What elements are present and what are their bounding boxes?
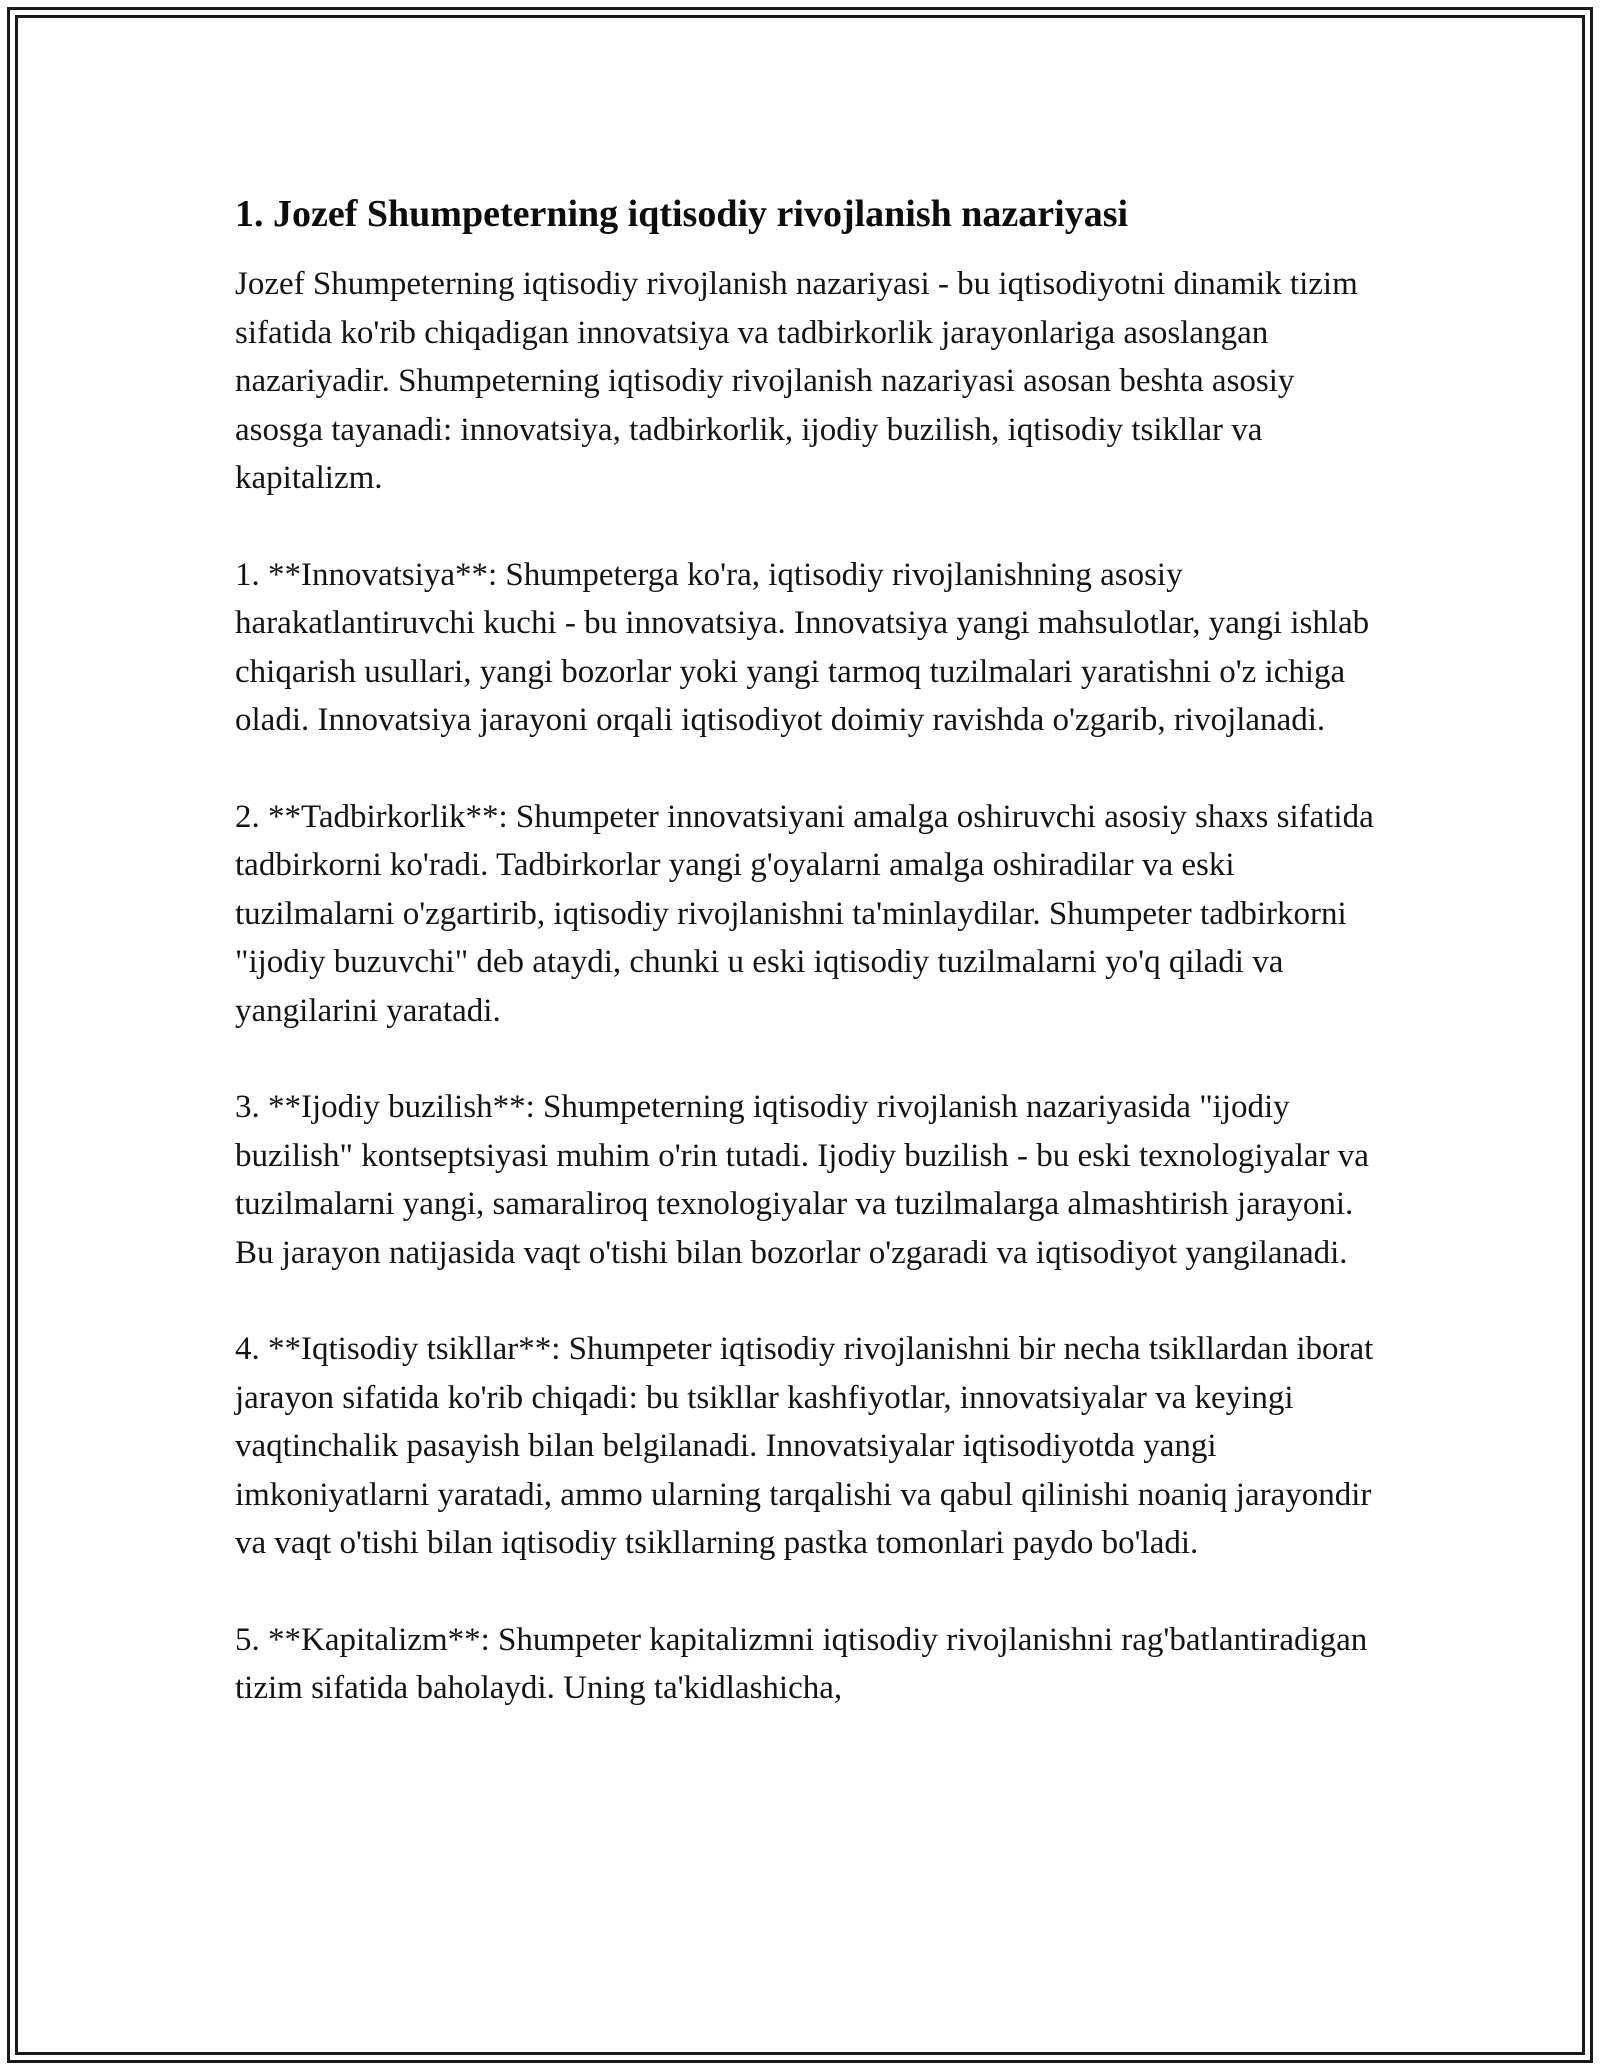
intro-paragraph: Jozef Shumpeterning iqtisodiy rivojlanish nazariyasi - bu iqtisodiyotni dinamik tizim sifatida ko'rib chiqadigan innovatsiya va tadbirkorlik jarayonlariga asoslangan nazariyadir. Shumpeterning iqtisodiy rivojlanish nazariyasi asosan beshta asosiy asosga tayanadi: innovatsiya, tadbirkorlik, ijodiy buzilish, iqtisodiy tsikllar va kapitalizm. xyxy=(235,266,1358,496)
document-body xyxy=(235,190,1375,1761)
paragraph-iqtisodiy-tsikllar: 4. **Iqtisodiy tsikllar**: Shumpeter iqtisodiy rivojlanishni bir necha tsikllardan iborat jarayon sifatida ko'rib chiqadi: bu tsikllar kashfiyotlar, innovatsiyalar va keyingi vaqtinchalik pasayish bilan belgilanadi. Innovatsiyalar iqtisodiyotda yangi imkoniyatlarni yaratadi, ammo ularning tarqalishi va qabul qilinishi noaniq jarayondir va vaqt o'tishi bilan iqtisodiy tsikllarning pastka tomonlari paydo bo'ladi. xyxy=(235,1331,1374,1561)
paragraph-kapitalizm: 5. **Kapitalizm**: Shumpeter kapitalizmni iqtisodiy rivojlanishni rag'batlantiradigan tizim sifatida baholaydi. Uning ta'kidlashicha, xyxy=(235,1621,1368,1706)
paragraph-tadbirkorlik: 2. **Tadbirkorlik**: Shumpeter innovatsiyani amalga oshiruvchi asosiy shaxs sifatida tadbirkorni ko'radi. Tadbirkorlar yangi g'oyalarni amalga oshiradilar va eski tuzilmalarni o'zgartirib, iqtisodiy rivojlanishni ta'minlaydilar. Shumpeter tadbirkorni "ijodiy buzuvchi" deb ataydi, chunki u eski iqtisodiy tuzilmalarni yo'q qiladi va yangilarini yaratadi. xyxy=(235,798,1374,1029)
paragraph-innovatsiya: 1. **Innovatsiya**: Shumpeterga ko'ra, iqtisodiy rivojlanishning asosiy harakatlantiruvchi kuchi - bu innovatsiya. Innovatsiya yangi mahsulotlar, yangi ishlab chiqarish usullari, yangi bozorlar yoki yangi tarmoq tuzilmalari yaratishni o'z ichiga oladi. Innovatsiya jarayoni orqali iqtisodiyot doimiy ravishda o'zgarib, rivojlanadi. xyxy=(235,556,1370,738)
document-title: 1. Jozef Shumpeterning iqtisodiy rivojlanish nazariyasi xyxy=(235,193,1129,235)
paragraph-ijodiy-buzilish: 3. **Ijodiy buzilish**: Shumpeterning iqtisodiy rivojlanish nazariyasida "ijodiy buzilish" kontseptsiyasi muhim o'rin tutadi. Ijodiy buzilish - bu eski texnologiyalar va tuzilmalarni yangi, samaraliroq texnologiyalar va tuzilmalarga almashtirish jarayoni. Bu jarayon natijasida vaqt o'tishi bilan bozorlar o'zgaradi va iqtisodiyot yangilanadi. xyxy=(235,1089,1369,1271)
